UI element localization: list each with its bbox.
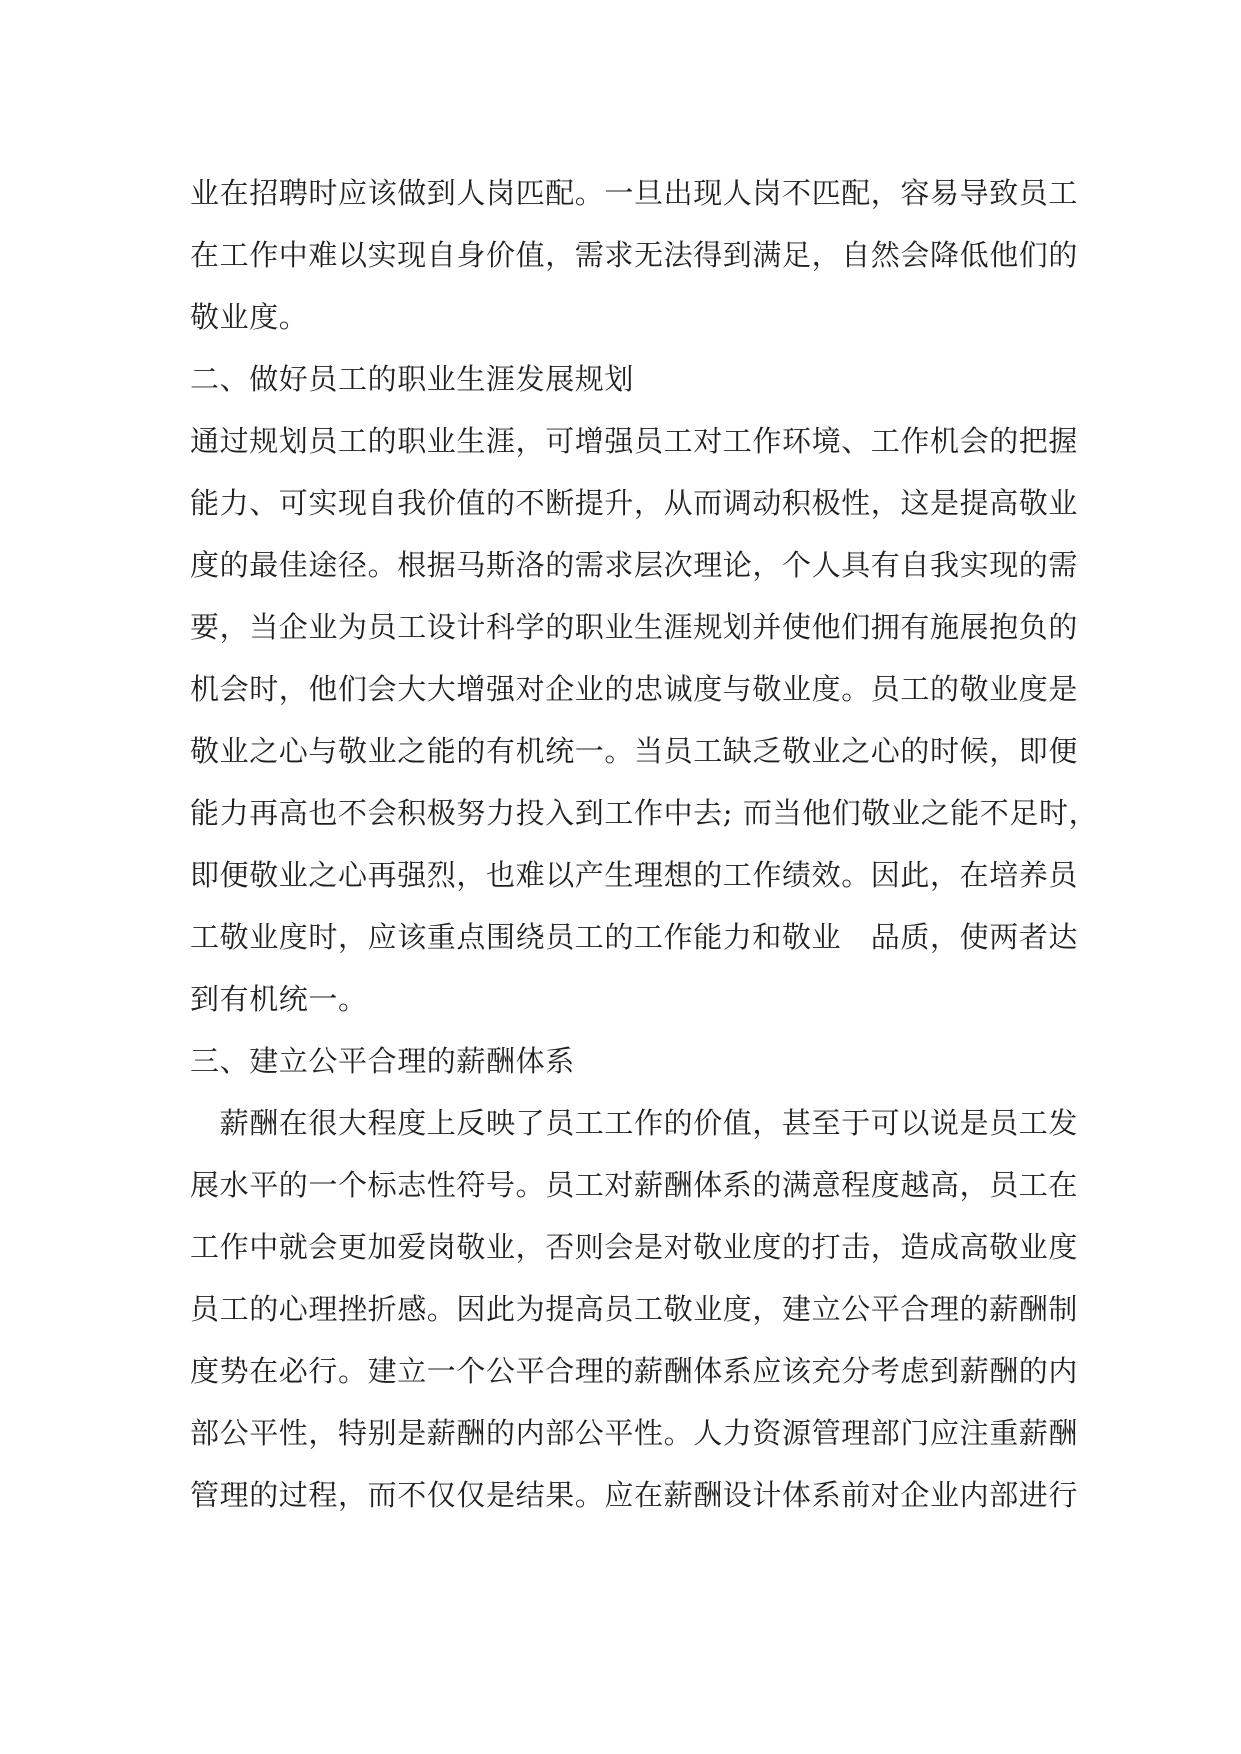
body-line: 部公平性，特别是薪酬的内部公平性。人力资源管理部门应注重薪酬 [190, 1416, 1079, 1450]
body-line: 敬业度。 [190, 300, 309, 334]
body-line: 到有机统一。 [190, 982, 368, 1016]
body-line: 工作中就会更加爱岗敬业，否则会是对敬业度的打击，造成高敬业度 [190, 1230, 1079, 1264]
section-heading-3: 三、建立公平合理的薪酬体系 [190, 1044, 575, 1078]
body-line: 在工作中难以实现自身价值，需求无法得到满足，自然会降低他们的 [190, 238, 1079, 272]
body-line: 展水平的一个标志性符号。员工对薪酬体系的满意程度越高，员工在 [190, 1168, 1079, 1202]
body-line: 员工的心理挫折感。因此为提高员工敬业度，建立公平合理的薪酬制 [190, 1292, 1079, 1326]
body-line: 能力再高也不会积极努力投入到工作中去; 而当他们敬业之能不足时， [190, 796, 1099, 830]
body-line: 管理的过程，而不仅仅是结果。应在薪酬设计体系前对企业内部进行 [190, 1478, 1079, 1512]
body-line: 薪酬在很大程度上反映了员工工作的价值，甚至于可以说是员工发 [190, 1106, 1079, 1140]
body-line: 能力、可实现自我价值的不断提升，从而调动积极性，这是提高敬业 [190, 486, 1079, 520]
body-line: 即便敬业之心再强烈，也难以产生理想的工作绩效。因此，在培养员 [190, 858, 1079, 892]
body-line: 业在招聘时应该做到人岗匹配。一旦出现人岗不匹配，容易导致员工 [190, 176, 1079, 210]
body-line: 机会时，他们会大大增强对企业的忠诚度与敬业度。员工的敬业度是 [190, 672, 1079, 706]
document-body [190, 162, 1099, 1526]
body-line: 度势在必行。建立一个公平合理的薪酬体系应该充分考虑到薪酬的内 [190, 1354, 1079, 1388]
section-heading-2: 二、做好员工的职业生涯发展规划 [190, 362, 635, 396]
body-line: 要，当企业为员工设计科学的职业生涯规划并使他们拥有施展抱负的 [190, 610, 1079, 644]
body-line: 敬业之心与敬业之能的有机统一。当员工缺乏敬业之心的时候，即便 [190, 734, 1079, 768]
body-line: 度的最佳途径。根据马斯洛的需求层次理论，个人具有自我实现的需 [190, 548, 1079, 582]
body-line: 通过规划员工的职业生涯，可增强员工对工作环境、工作机会的把握 [190, 424, 1079, 458]
body-line: 工敬业度时，应该重点围绕员工的工作能力和敬业 品质，使两者达 [190, 920, 1079, 954]
